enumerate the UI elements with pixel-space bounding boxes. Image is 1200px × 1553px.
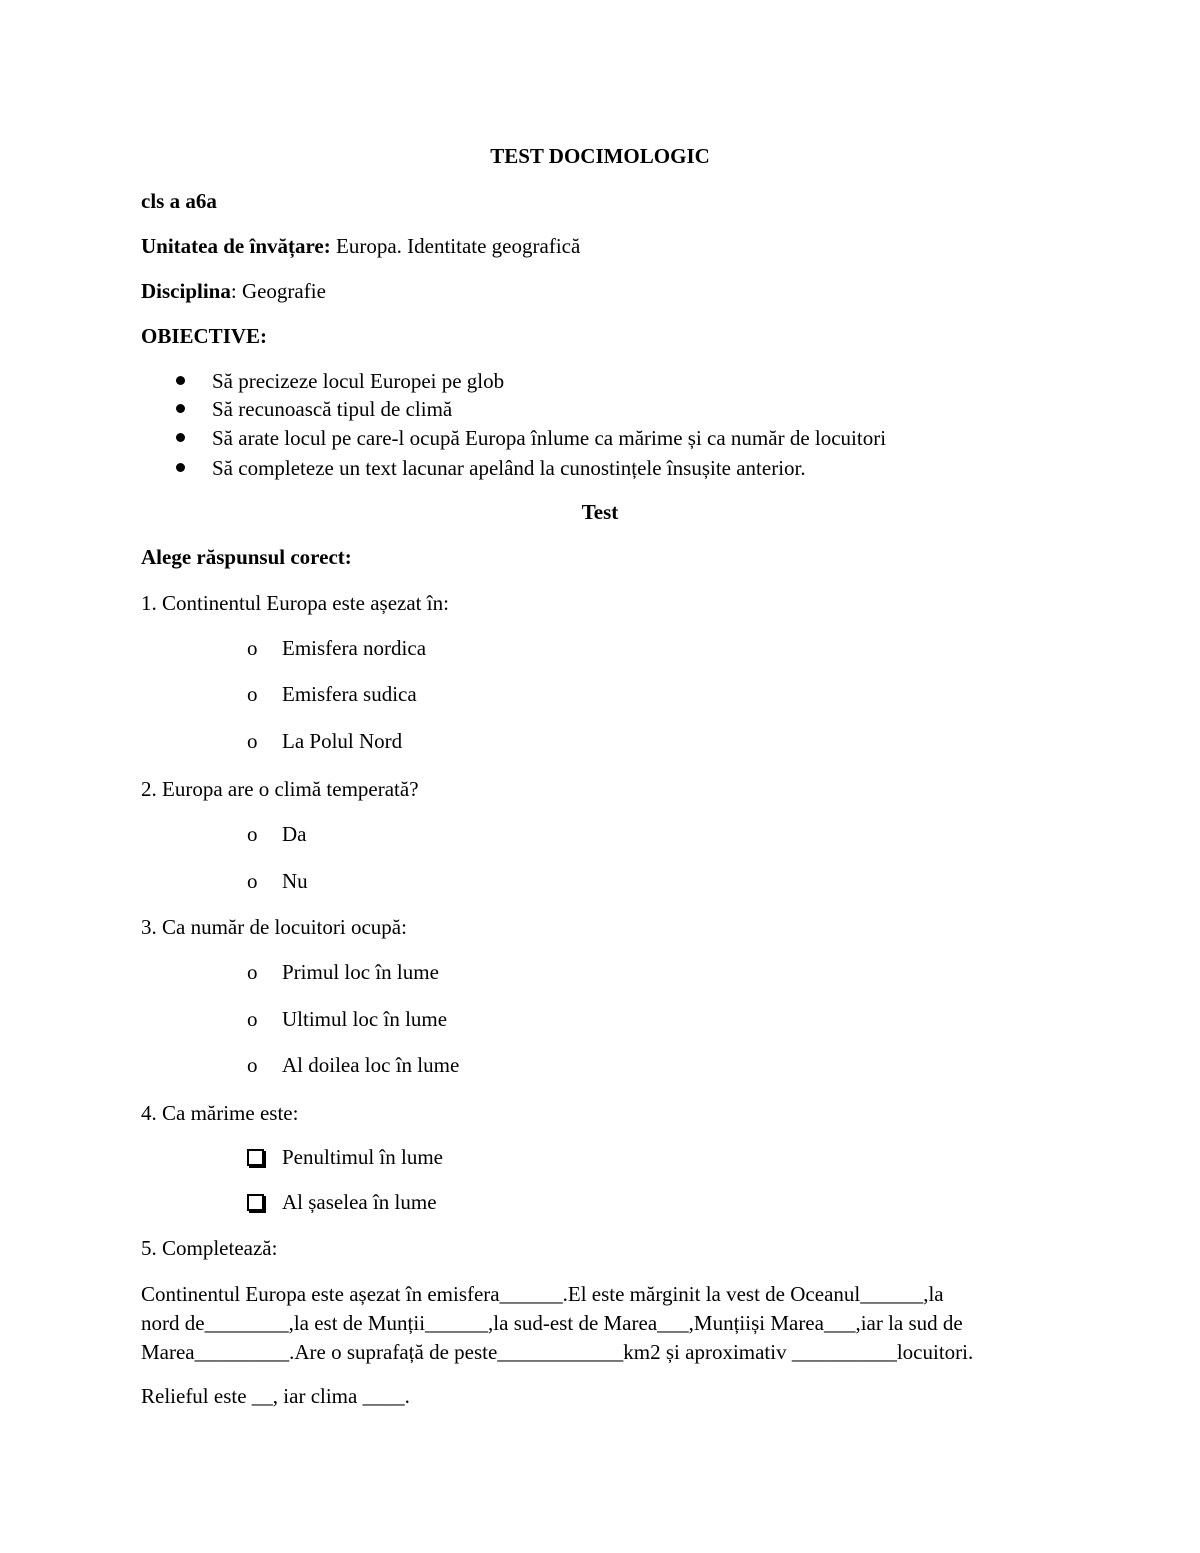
answer-option: Al șaselea în lume [282,1190,437,1214]
answer-option: Da [282,822,307,846]
circle-marker-icon: o [247,822,258,846]
objective-item: Să completeze un text lacunar apelând la cunostințele însușite anterior. [212,456,806,480]
bullet-icon [176,433,185,442]
discipline-line [141,281,326,302]
answer-option: La Polul Nord [282,729,403,753]
question-3: 3. Ca număr de locuitori ocupă: [141,915,407,939]
bullet-icon [176,404,185,413]
fill-in-paragraph-line: Continentul Europa este așezat în emisfera______.El este mărginit la vest de Oceanul______,la [141,1282,944,1306]
bullet-icon [176,376,185,385]
instruction: Alege răspunsul corect: [141,545,352,569]
class-label: cls a a6a [141,189,217,213]
test-heading: Test [581,500,619,524]
answer-option: Primul loc în lume [282,960,439,984]
objective-item: Să arate locul pe care-l ocupă Europa înlume ca mărime și ca număr de locuitori [212,426,887,450]
fill-in-paragraph-line: Marea_________.Are o suprafață de peste____________km2 și aproximativ __________locuitori. [141,1340,974,1364]
circle-marker-icon: o [247,1053,258,1077]
circle-marker-icon: o [247,960,258,984]
question-5: 5. Completează: [141,1236,278,1260]
circle-marker-icon: o [247,682,258,706]
fill-in-paragraph-line: nord de________,la est de Munții______,la sud-est de Marea___,Munțiiși Marea___,iar la sud de [141,1311,963,1335]
circle-marker-icon: o [247,869,258,893]
checkbox-icon [247,1149,264,1166]
objective-item: Să precizeze locul Europei pe glob [212,369,505,393]
answer-option: Ultimul loc în lume [282,1007,448,1031]
answer-option: Emisfera sudica [282,682,417,706]
circle-marker-icon: o [247,1007,258,1031]
answer-option: Al doilea loc în lume [282,1053,460,1077]
circle-marker-icon: o [247,729,258,753]
objectives-heading: OBIECTIVE: [141,324,268,348]
discipline-value: : Geografie [230,279,326,303]
answer-option: Nu [282,869,308,893]
bullet-icon [176,463,185,472]
objective-item: Să recunoască tipul de climă [212,397,453,421]
question-2: 2. Europa are o climă temperată? [141,777,419,801]
question-1: 1. Continentul Europa este așezat în: [141,591,449,615]
question-4: 4. Ca mărime este: [141,1101,299,1125]
document-title: TEST DOCIMOLOGIC [490,144,710,168]
fill-in-last-line: Relieful este __, iar clima ____. [141,1384,410,1408]
unit-value: Europa. Identitate geografică [330,234,581,258]
answer-option: Penultimul în lume [282,1145,443,1169]
discipline-label: Disciplina [141,279,231,303]
answer-option: Emisfera nordica [282,636,427,660]
circle-marker-icon: o [247,636,258,660]
unit-label: Unitatea de învățare: [141,234,331,258]
checkbox-icon [247,1194,264,1211]
unit-line [141,236,580,257]
